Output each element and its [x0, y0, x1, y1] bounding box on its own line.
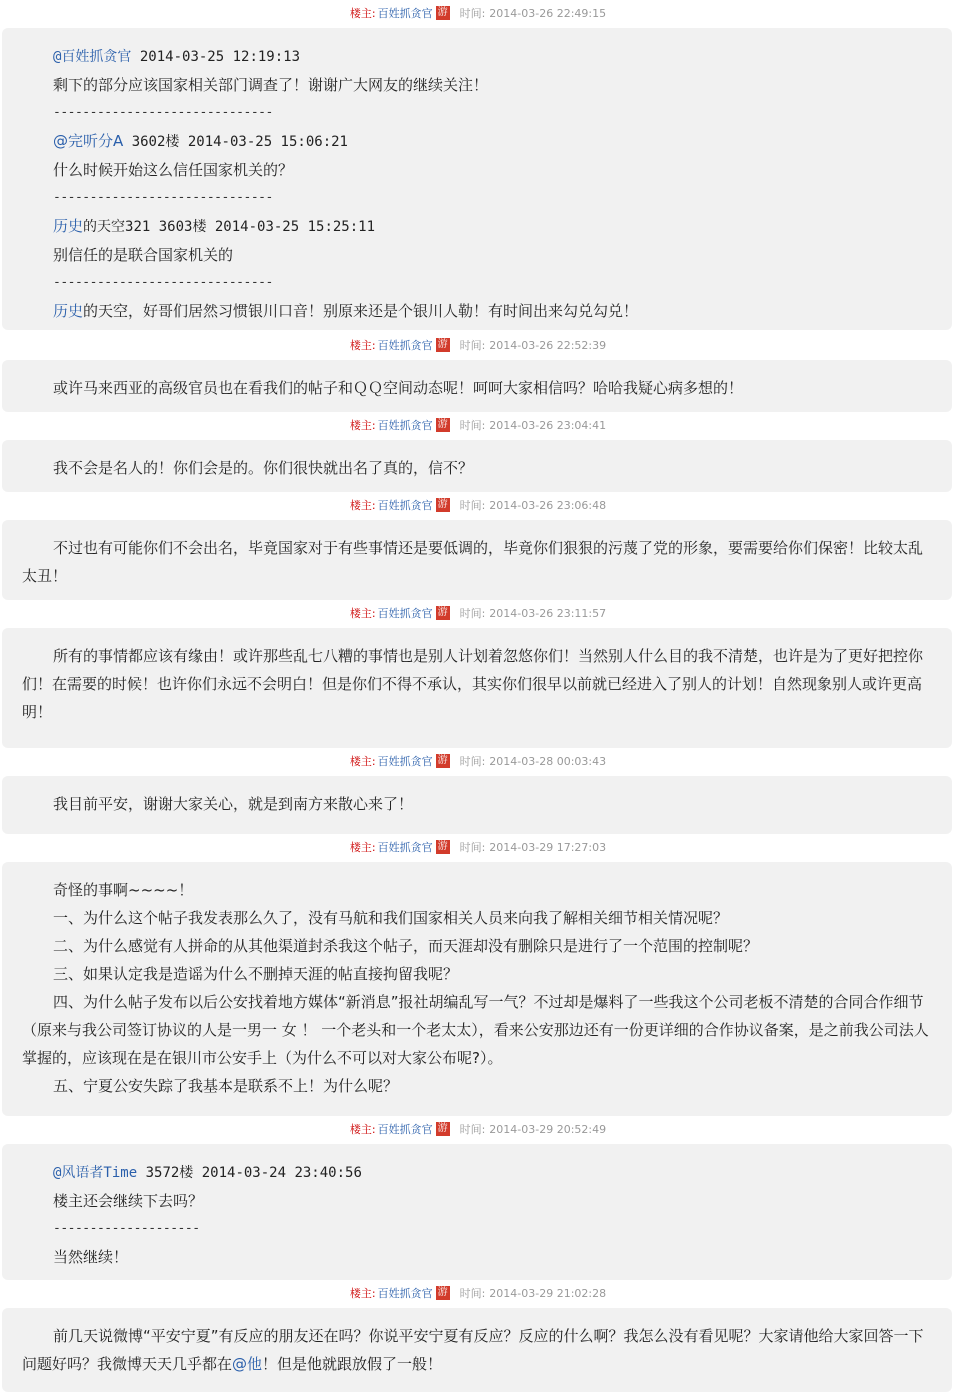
mobile-badge-icon: 游 — [437, 7, 448, 18]
time-label: 时间: — [459, 339, 486, 352]
quote-header — [22, 42, 932, 71]
post-time: 2014-03-29 21:02:28 — [489, 1287, 607, 1300]
op-label: 楼主: — [349, 7, 376, 20]
post-meta — [0, 412, 956, 440]
time-label: 时间: — [459, 841, 486, 854]
time-label: 时间: — [459, 755, 486, 768]
post-body — [2, 360, 952, 412]
op-label: 楼主: — [349, 607, 376, 620]
post-text: 奇怪的事啊~~~~！ — [53, 881, 194, 899]
post-body — [2, 862, 952, 1116]
post-text: 所有的事情都应该有缘由！或许那些乱七八糟的事情也是别人计划着忽悠你们！当然别人什么目的我不清楚，也许是为了更好把控你们！在需要的时候！也许你们永远不会明白！但是你们不得不承认，其实你们很早以前就已经进入了别人的计划！自然现象别人或许更高明！ — [22, 647, 924, 721]
post-meta — [0, 492, 956, 520]
post-text-part: 前几天说微博“平安宁夏”有反应的朋友还在吗？你说平安宁夏有反应？反应的什么啊？我怎么没有看见呢？大家请他给大家回答一下问题好吗？我微博天天几乎都在 — [22, 1327, 924, 1373]
post-time: 2014-03-26 22:49:15 — [489, 7, 607, 20]
author-link[interactable]: 百姓抓贪官 — [377, 419, 433, 432]
post-body — [2, 440, 952, 492]
mobile-badge-icon: 游 — [437, 607, 448, 618]
quote-meta: 2014-03-25 12:19:13 — [131, 49, 301, 65]
post-time: 2014-03-26 23:06:48 — [489, 499, 607, 512]
time-label: 时间: — [459, 1123, 486, 1136]
time-label: 时间: — [459, 499, 486, 512]
mention-link[interactable]: 历史 — [53, 302, 84, 320]
post-body — [2, 776, 952, 834]
quote-user-link[interactable]: 历史 — [53, 217, 84, 235]
post-text: 不过也有可能你们不会出名，毕竟国家对于有些事情还是要低调的，毕竟你们狠狠的污蔑了党的形象，要需要给你们保密！比较太乱太丑！ — [22, 539, 924, 585]
mention-link[interactable]: @他 — [232, 1355, 263, 1373]
mobile-badge-icon: 游 — [437, 499, 448, 510]
author-link[interactable]: 百姓抓贪官 — [377, 499, 433, 512]
post-time: 2014-03-28 00:03:43 — [489, 755, 607, 768]
op-label: 楼主: — [349, 339, 376, 352]
separator: ------------------------------ — [53, 105, 273, 120]
author-link[interactable]: 百姓抓贪官 — [377, 841, 433, 854]
op-label: 楼主: — [349, 1123, 376, 1136]
quote-text: 剩下的部分应该国家相关部门调查了！谢谢广大网友的继续关注！ — [53, 76, 489, 94]
author-link[interactable]: 百姓抓贪官 — [377, 607, 433, 620]
time-label: 时间: — [459, 7, 486, 20]
quote-header — [22, 212, 932, 241]
time-label: 时间: — [459, 1287, 486, 1300]
post-meta — [0, 600, 956, 628]
post-meta — [0, 748, 956, 776]
post-text: 五、宁夏公安失踪了我基本是联系不上！为什么呢？ — [53, 1077, 399, 1095]
author-link[interactable]: 百姓抓贪官 — [377, 339, 433, 352]
post-meta — [0, 0, 956, 28]
post-text-part: ！但是他就跟放假了一般！ — [262, 1355, 443, 1373]
post-text: 四、为什么帖子发布以后公安找着地方媒体“新消息”报社胡编乱写一气？不过却是爆料了一些我这个公司老板不清楚的合同合作细节（原来与我公司签订协议的人是一男一 女 ！ 一个老头和一个老太太），看来公安那边还有一份更详细的合作协议备案，是之前我公司法人掌握的，应该现在是在银川市公安手上（为什么不可以对大家公布呢?）。 — [22, 993, 929, 1067]
post-body — [2, 1144, 952, 1280]
separator: ------------------------------ — [53, 190, 273, 205]
time-label: 时间: — [459, 419, 486, 432]
quote-user-link[interactable]: @完听分A — [53, 132, 124, 150]
post-meta — [0, 332, 956, 360]
post-text: 我不会是名人的！你们会是的。你们很快就出名了真的，信不？ — [53, 459, 474, 477]
quote-meta: 3602楼 2014-03-25 15:06:21 — [123, 134, 348, 150]
mobile-badge-icon: 游 — [437, 841, 448, 852]
post-text: 或许马来西亚的高级官员也在看我们的帖子和ＱＱ空间动态呢！呵呵大家相信吗？哈哈我疑心病多想的！ — [53, 379, 744, 397]
quote-text: 什么时候开始这么信任国家机关的？ — [53, 161, 294, 179]
op-label: 楼主: — [349, 1287, 376, 1300]
mobile-badge-icon: 游 — [437, 419, 448, 430]
quote-user-link[interactable]: @风语者Time — [53, 1165, 138, 1181]
quote-header — [22, 127, 932, 156]
post-meta — [0, 834, 956, 862]
mobile-badge-icon: 游 — [437, 1287, 448, 1298]
post-body — [2, 628, 952, 748]
author-link[interactable]: 百姓抓贪官 — [377, 1123, 433, 1136]
post-time: 2014-03-26 23:11:57 — [489, 607, 607, 620]
reply-text: 当然继续！ — [53, 1248, 129, 1266]
mobile-badge-icon: 游 — [437, 1123, 448, 1134]
op-label: 楼主: — [349, 499, 376, 512]
op-label: 楼主: — [349, 755, 376, 768]
quote-user-link[interactable]: @百姓抓贪官 — [53, 49, 132, 65]
post-body — [2, 1308, 952, 1392]
quote-text: 楼主还会继续下去吗？ — [53, 1192, 204, 1210]
quote-text: 别信任的是联合国家机关的 — [53, 246, 234, 264]
post-time: 2014-03-26 22:52:39 — [489, 339, 607, 352]
post-text: 我目前平安，谢谢大家关心，就是到南方来散心来了！ — [53, 795, 414, 813]
op-label: 楼主: — [349, 841, 376, 854]
author-link[interactable]: 百姓抓贪官 — [377, 1287, 433, 1300]
post-text: 三、如果认定我是造谣为什么不删掉天涯的帖直接拘留我呢？ — [53, 965, 459, 983]
reply-text — [22, 297, 932, 325]
post-meta — [0, 1116, 956, 1144]
separator: -------------------- — [53, 1221, 200, 1236]
post-time: 2014-03-29 20:52:49 — [489, 1123, 607, 1136]
quote-header — [22, 1158, 932, 1187]
post-body — [2, 520, 952, 600]
time-label: 时间: — [459, 607, 486, 620]
mobile-badge-icon: 游 — [437, 339, 448, 350]
separator: ------------------------------ — [53, 275, 273, 290]
post-body — [2, 28, 952, 330]
post-time: 2014-03-29 17:27:03 — [489, 841, 607, 854]
author-link[interactable]: 百姓抓贪官 — [377, 7, 433, 20]
quote-meta: 3572楼 2014-03-24 23:40:56 — [137, 1165, 362, 1181]
post-meta — [0, 1280, 956, 1308]
post-text: 二、为什么感觉有人拼命的从其他渠道封杀我这个帖子，而天涯却没有删除只是进行了一个范围的控制呢？ — [53, 937, 759, 955]
mobile-badge-icon: 游 — [437, 755, 448, 766]
post-time: 2014-03-26 23:04:41 — [489, 419, 607, 432]
author-link[interactable]: 百姓抓贪官 — [377, 755, 433, 768]
post-text — [22, 1322, 932, 1378]
op-label: 楼主: — [349, 419, 376, 432]
post-text: 一、为什么这个帖子我发表那么久了，没有马航和我们国家相关人员来向我了解相关细节相关情况呢？ — [53, 909, 729, 927]
quote-meta: 的天空321 3603楼 2014-03-25 15:25:11 — [83, 219, 376, 235]
reply-content: 的天空，好哥们居然习惯银川口音！别原来还是个银川人勒！有时间出来勾兑勾兑！ — [83, 302, 639, 320]
